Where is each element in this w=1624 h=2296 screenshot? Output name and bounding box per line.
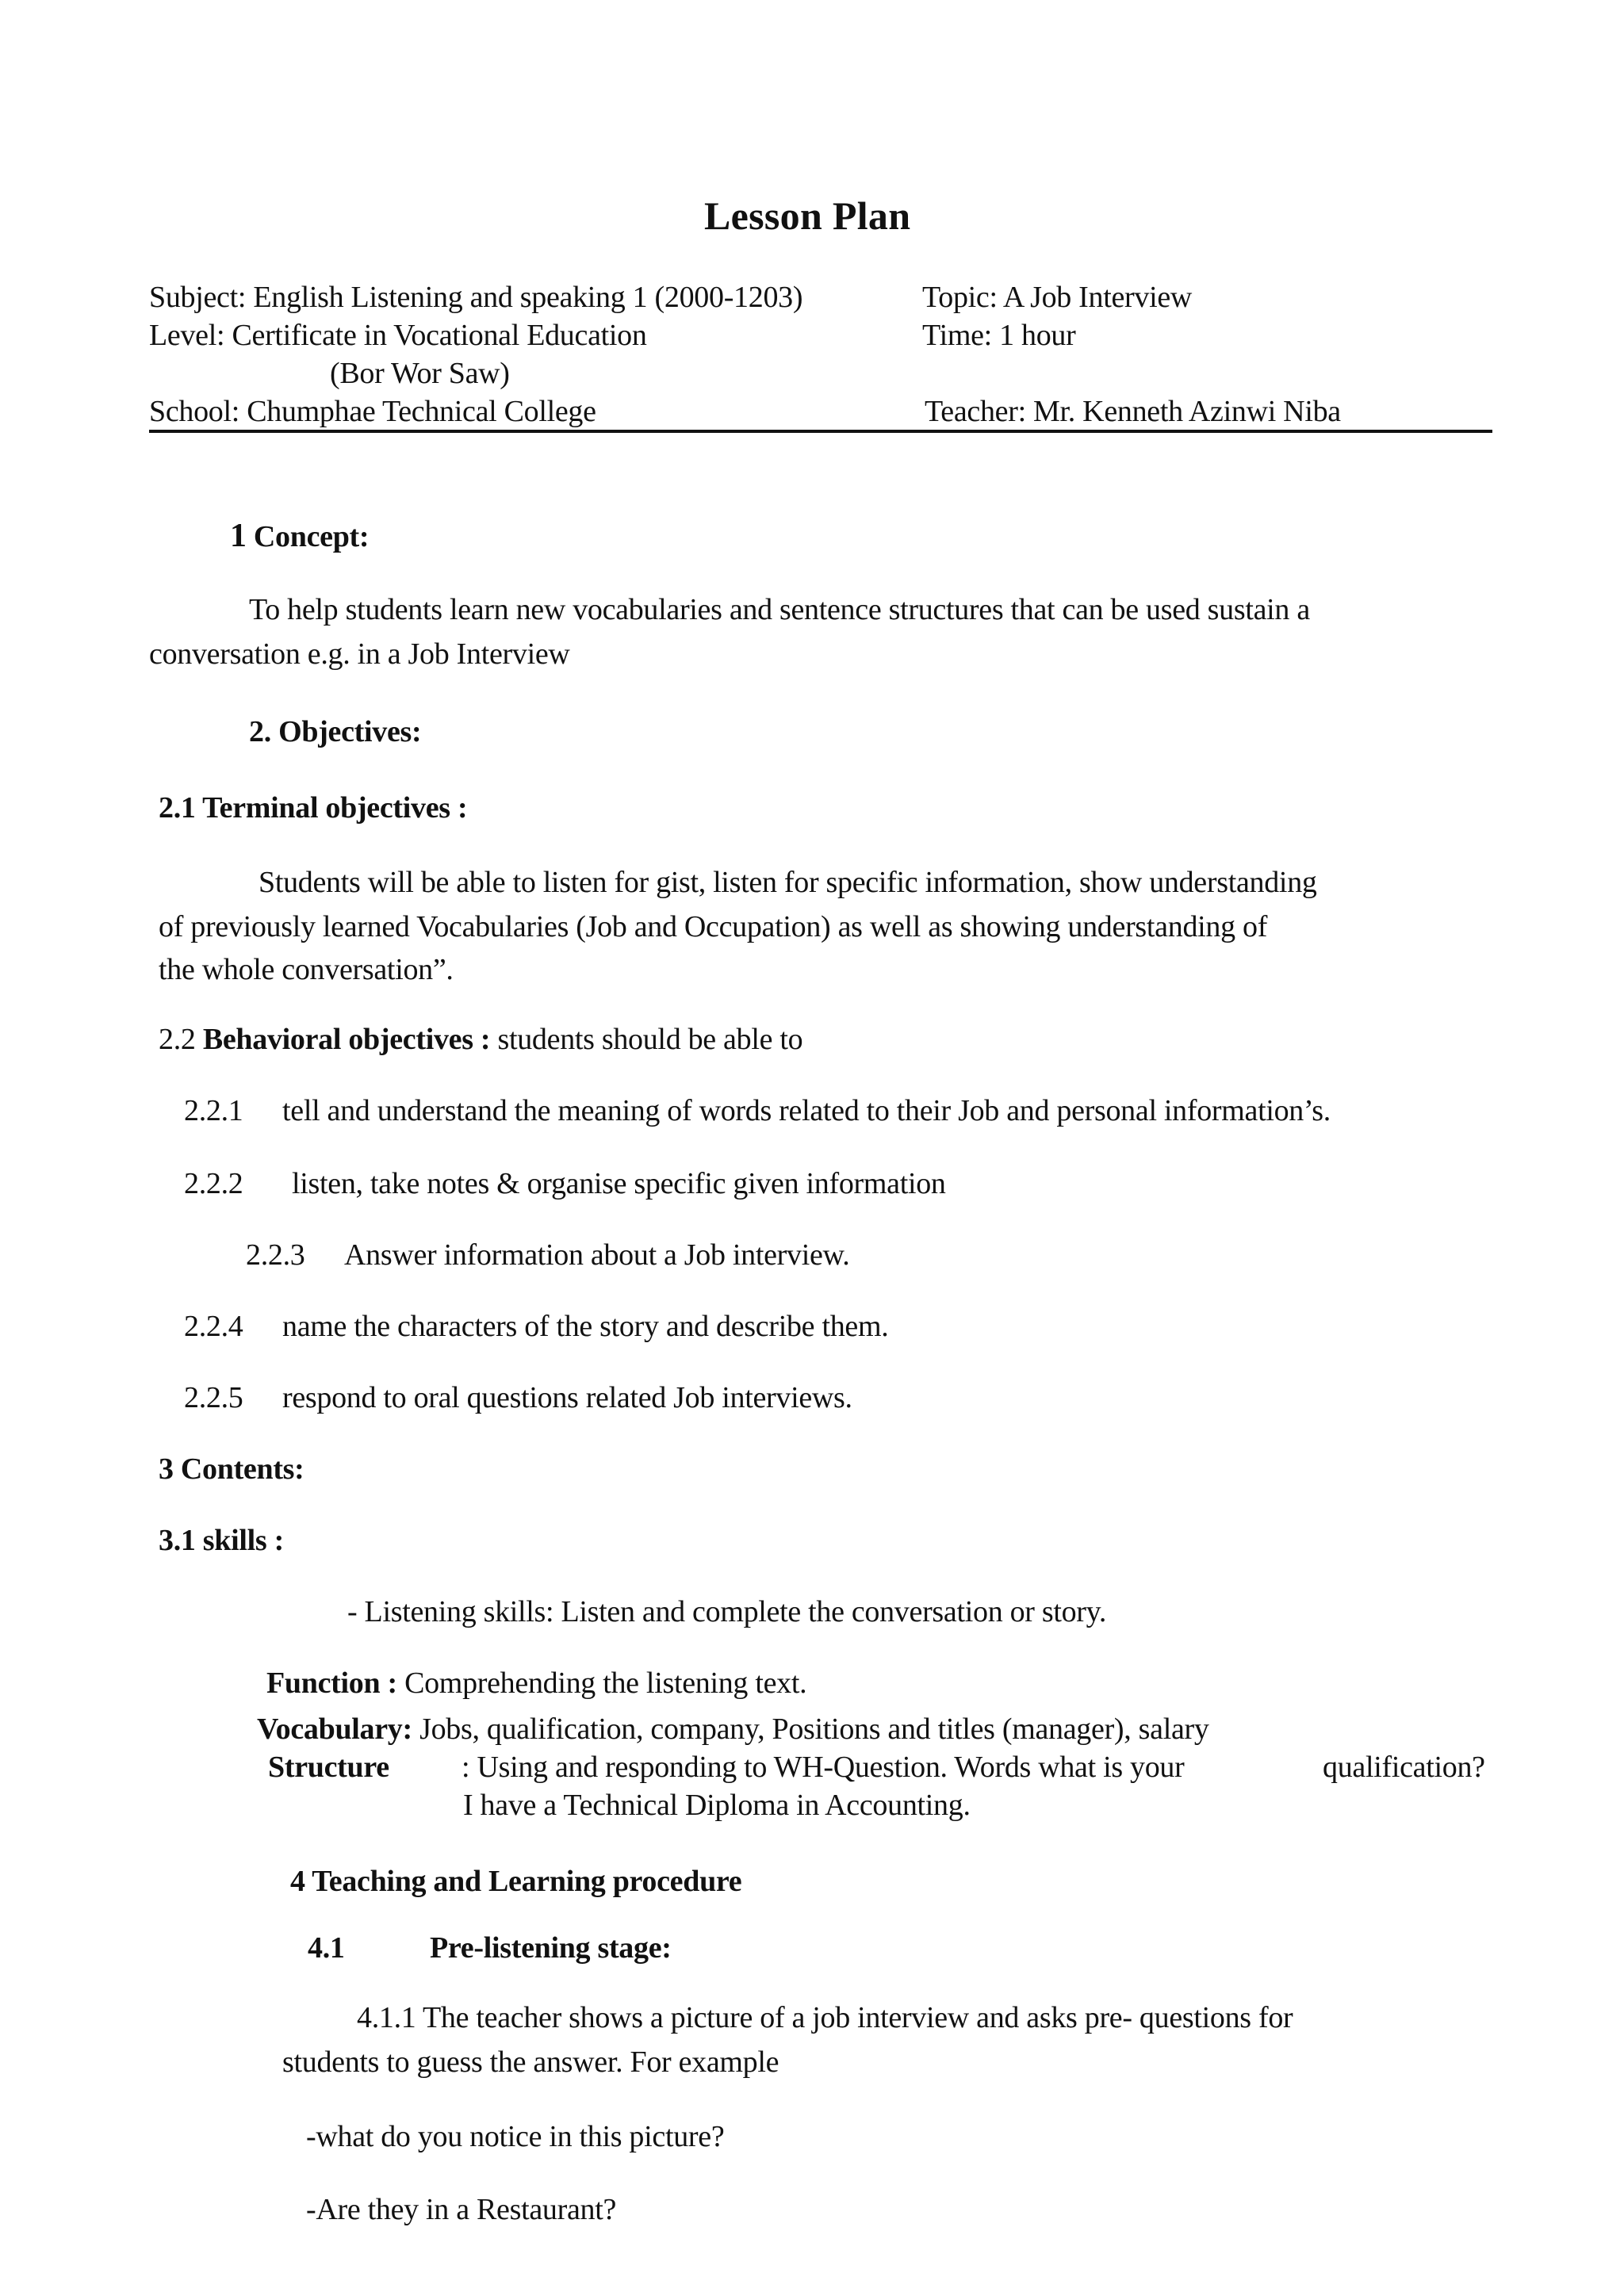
objective-item-2-2-2 (184, 1167, 946, 1202)
terminal-objectives-line-3: the whole conversation”. (159, 953, 454, 986)
skills-heading: 3.1 skills : (159, 1524, 284, 1557)
vocabulary-line (257, 1712, 1209, 1747)
contents-heading: 3 Contents: (159, 1452, 304, 1486)
objectives-heading: 2. Objectives: (249, 715, 422, 748)
function-label: Function : (266, 1667, 397, 1700)
pre-listening-number: 4.1 (308, 1931, 345, 1965)
concept-label: Concept: (253, 520, 370, 553)
objective-number: 2.2.5 (184, 1381, 243, 1414)
page-title: Lesson Plan (704, 193, 911, 238)
objective-item-2-2-3 (246, 1238, 849, 1273)
objective-item-2-2-5 (184, 1381, 852, 1416)
objective-item-2-2-1 (184, 1094, 1331, 1129)
terminal-objectives-heading: 2.1 Terminal objectives : (159, 791, 468, 825)
objective-text: Answer information about a Job interview. (344, 1238, 850, 1272)
structure-text: : Using and responding to WH-Question. Words what is your (462, 1751, 1185, 1784)
level-field: Level: Certificate in Vocational Education (149, 319, 647, 352)
behavioral-objectives-heading (159, 1023, 802, 1058)
step-4-1-1-line-1: 4.1.1 The teacher shows a picture of a job interview and asks pre- questions for (357, 2001, 1293, 2034)
structure-example: I have a Technical Diploma in Accounting. (463, 1789, 971, 1822)
concept-text-line-1: To help students learn new vocabularies and sentence structures that can be used sustain a (249, 593, 1310, 626)
concept-number: 1 (230, 518, 247, 554)
school-field: School: Chumphae Technical College (149, 395, 596, 428)
vocabulary-label: Vocabulary: (257, 1712, 412, 1746)
pre-question-2: -Are they in a Restaurant? (306, 2193, 617, 2226)
objective-text: listen, take notes & organise specific given information (292, 1167, 946, 1200)
objective-number: 2.2.4 (184, 1310, 243, 1343)
objective-number: 2.2.2 (184, 1167, 243, 1200)
pre-listening-label: Pre-listening stage: (430, 1931, 672, 1965)
listening-skill-line: - Listening skills: Listen and complete the conversation or story. (347, 1595, 1107, 1628)
behavioral-intro: students should be able to (497, 1023, 803, 1056)
behavioral-label: Behavioral objectives : (202, 1023, 491, 1056)
topic-field: Topic: A Job Interview (922, 281, 1193, 314)
teacher-field: Teacher: Mr. Kenneth Azinwi Niba (925, 395, 1341, 428)
behavioral-number: 2.2 (159, 1023, 196, 1056)
concept-text-line-2: conversation e.g. in a Job Interview (149, 637, 570, 671)
objective-text: respond to oral questions related Job interviews. (282, 1381, 852, 1414)
objective-text: name the characters of the story and describe them. (282, 1310, 889, 1343)
objective-item-2-2-4 (184, 1310, 888, 1345)
header-divider (149, 430, 1492, 433)
procedure-heading: 4 Teaching and Learning procedure (290, 1865, 742, 1898)
vocabulary-text: Jobs, qualification, company, Positions and titles (manager), salary (419, 1712, 1209, 1746)
time-field: Time: 1 hour (922, 319, 1076, 352)
subject-field: Subject: English Listening and speaking 1 (2000-1203) (149, 281, 803, 314)
terminal-objectives-line-2: of previously learned Vocabularies (Job and Occupation) as well as showing understanding of (159, 910, 1268, 943)
objective-number: 2.2.3 (246, 1238, 305, 1272)
pre-question-1: -what do you notice in this picture? (306, 2120, 725, 2153)
pre-listening-heading (308, 1931, 672, 1966)
function-text: Comprehending the listening text. (404, 1667, 807, 1700)
structure-text-tail: qualification? (1323, 1751, 1485, 1784)
objective-number: 2.2.1 (184, 1094, 243, 1127)
structure-label: Structure (268, 1751, 389, 1784)
terminal-objectives-line-1: Students will be able to listen for gist, listen for specific information, show understanding (259, 866, 1317, 899)
concept-heading (230, 517, 369, 555)
function-line (266, 1667, 806, 1701)
objective-text: tell and understand the meaning of words related to their Job and personal information’s. (282, 1094, 1331, 1127)
level-continuation: (Bor Wor Saw) (330, 357, 510, 390)
step-4-1-1-line-2: students to guess the answer. For example (282, 2045, 779, 2079)
